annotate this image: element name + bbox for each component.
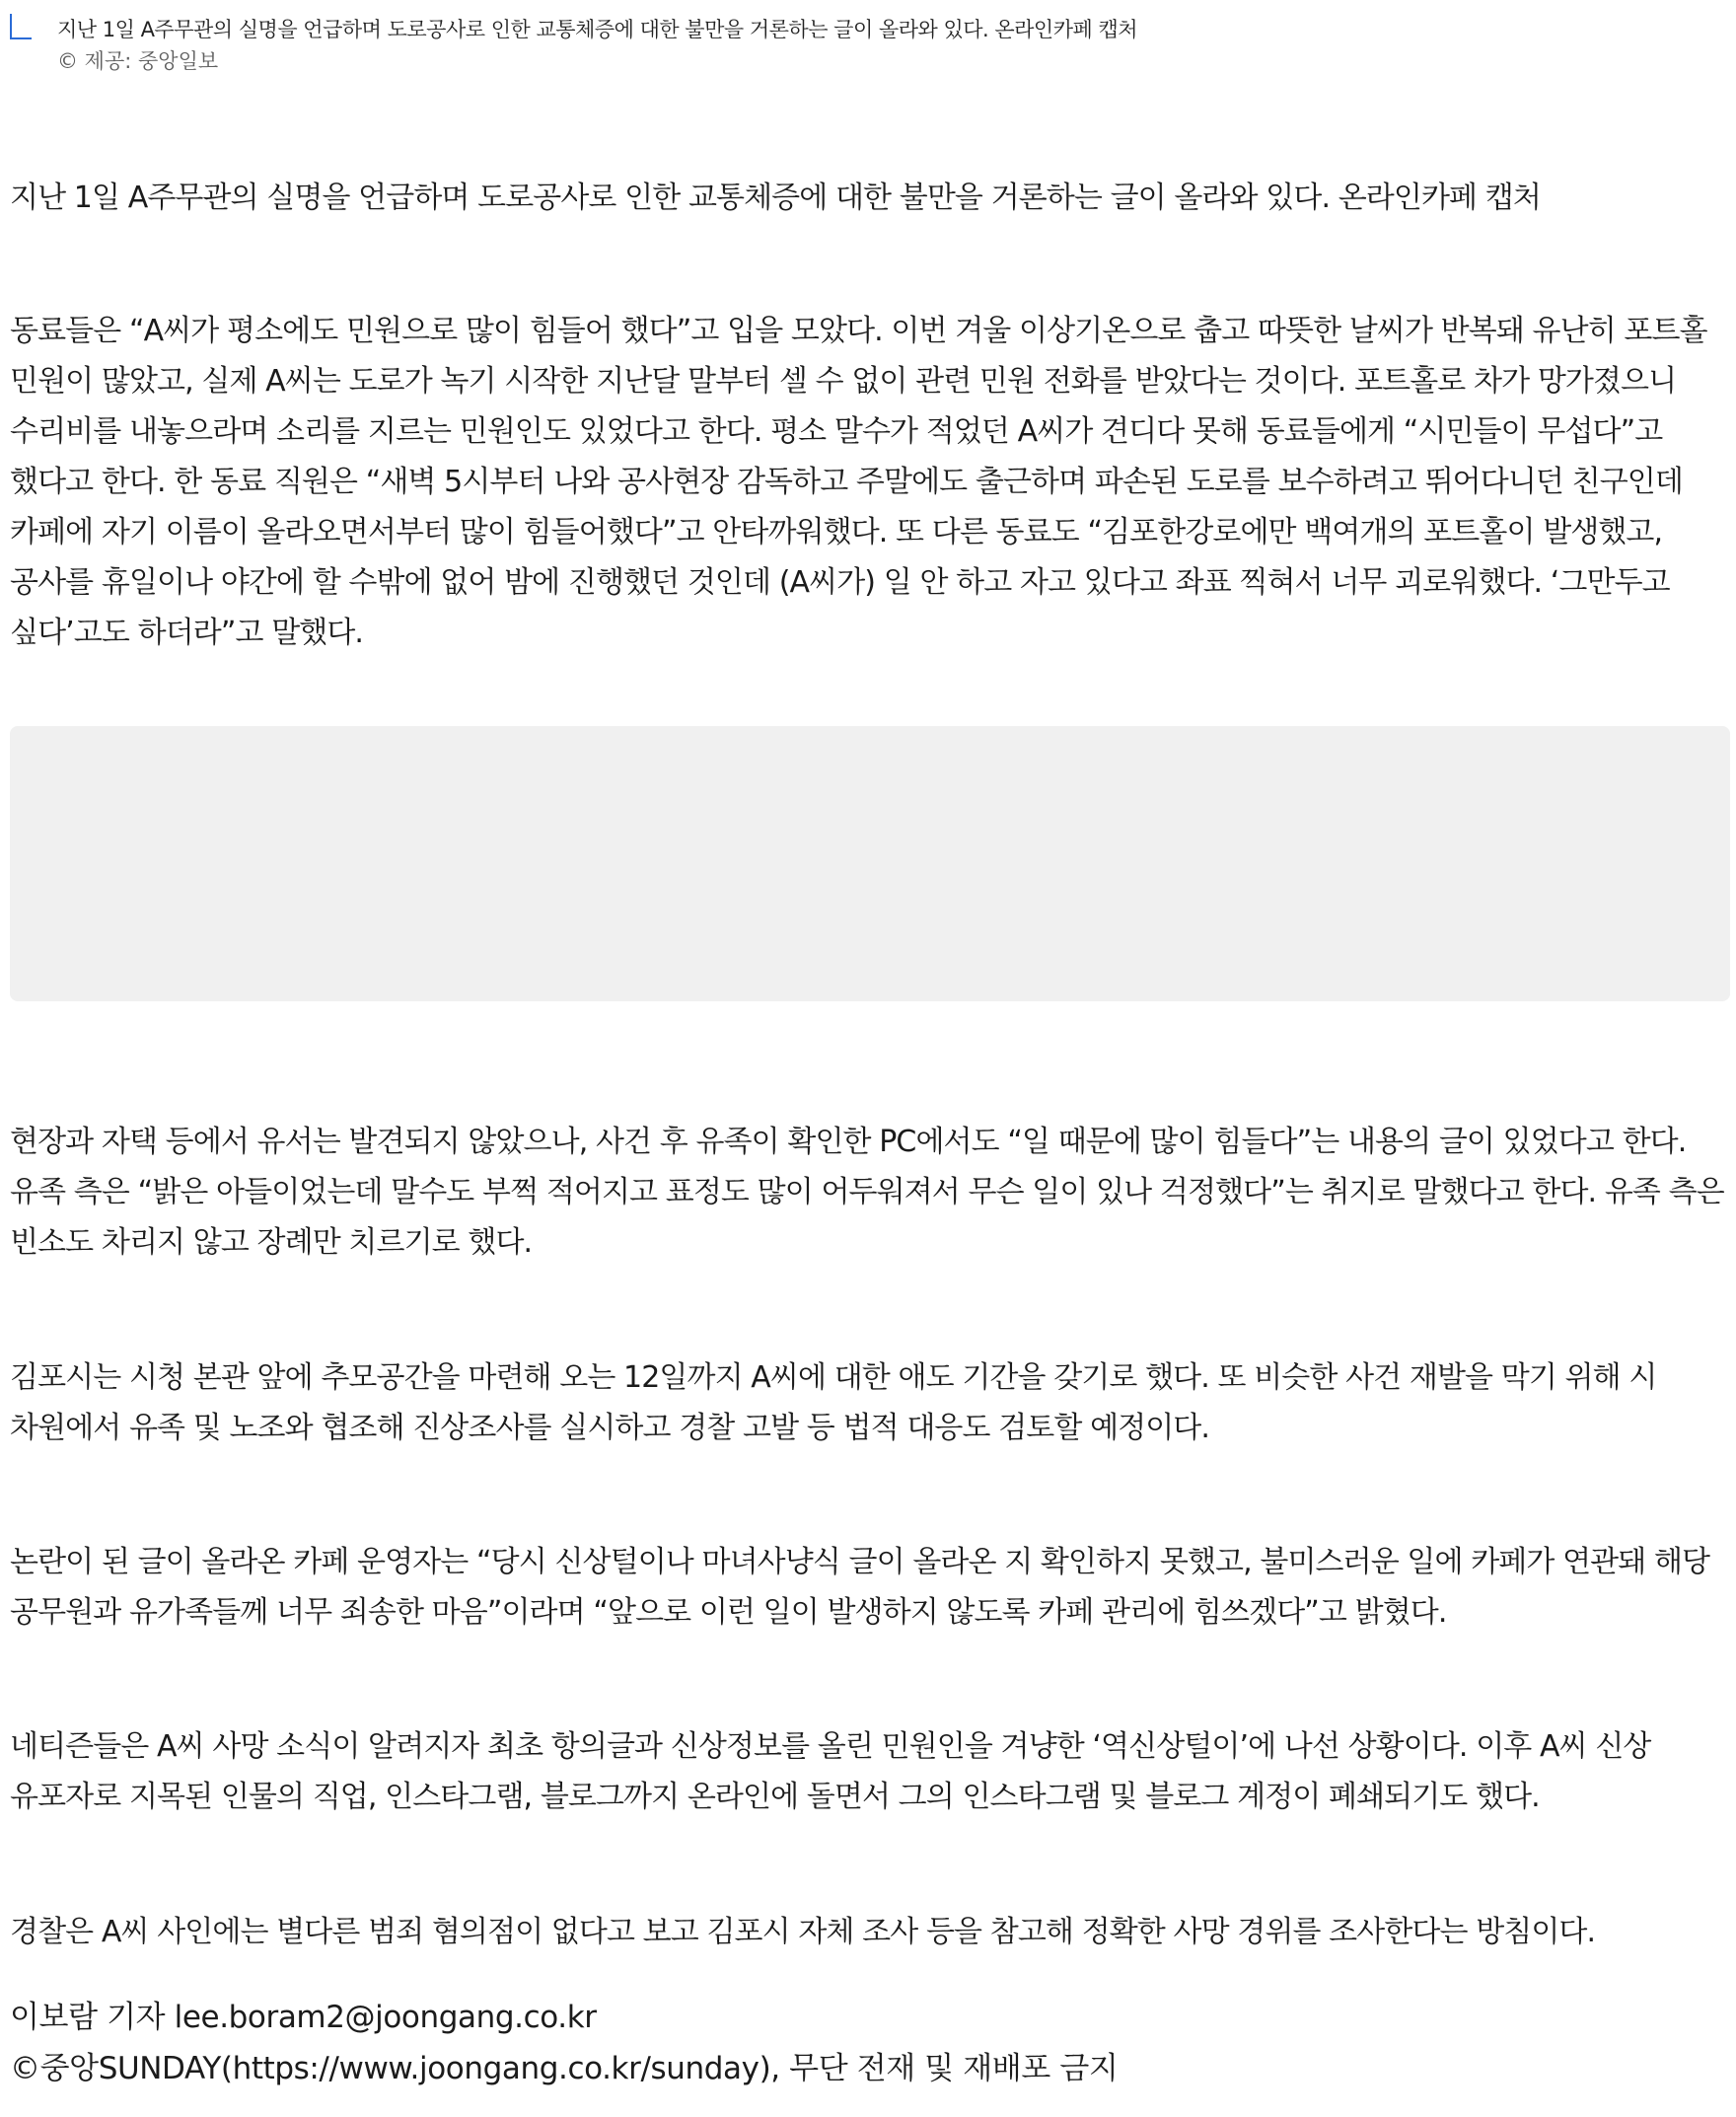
- ad-placeholder: [10, 726, 1730, 1001]
- article-paragraph-2: 동료들은 “A씨가 평소에도 민원으로 많이 힘들어 했다”고 입을 모았다. 이번 겨울 이상기온으로 춥고 따뜻한 날씨가 반복돼 유난히 포트홀 민원이 많았고, 실제 A씨는 도로가 녹기 시작한 지난달 말부터 셀 수 없이 관련 민원 전화를 받았다는 것이다. 포트홀로 차가 망가졌으니 수리비를 내놓으라며 소리를 지르는 민원인도 있었다고 한다. 평소 말수가 적었던 A씨가 견디다 못해 동료들에게 “시민들이 무섭다”고 했다고 한다. 한 동료 직원은 “새벽 5시부터 나와 공사현장 감독하고 주말에도 출근하며 파손된 도로를 보수하려고 뛰어다니던 친구인데 카페에 자기 이름이 올라오면서부터 많이 힘들어했다”고 안타까워했다. 또 다른 동료도 “김포한강로에만 백여개의 포트홀이 발생했고, 공사를 휴일이나 야간에 할 수밖에 없어 밤에 진행했던 것인데 (A씨가) 일 안 하고 자고 있다고 좌표 찍혀서 너무 괴로워했다. ‘그만두고 싶다’고도 하더라”고 말했다.: [10, 314, 1707, 650]
- article-paragraph-6: 네티즌들은 A씨 사망 소식이 알려지자 최초 항의글과 신상정보를 올린 민원인을 겨냥한 ‘역신상털이’에 나선 상황이다. 이후 A씨 신상 유포자로 지목된 인물의 직업, 인스타그램, 블로그까지 온라인에 돌면서 그의 인스타그램 및 블로그 계정이 폐쇄되기도 했다.: [10, 1729, 1651, 1814]
- caption-credit: © 제공: 중앙일보: [57, 49, 219, 73]
- article-paragraph-4: 김포시는 시청 본관 앞에 추모공간을 마련해 오는 12일까지 A씨에 대한 애도 기간을 갖기로 했다. 또 비슷한 사건 재발을 막기 위해 시 차원에서 유족 및 노조와 협조해 진상조사를 실시하고 경찰 고발 등 법적 대응도 검토할 예정이다.: [10, 1360, 1657, 1445]
- article-paragraph-1: 지난 1일 A주무관의 실명을 언급하며 도로공사로 인한 교통체증에 대한 불만을 거론하는 글이 올라와 있다. 온라인카페 캡처: [10, 181, 1541, 215]
- article-paragraph-5: 논란이 된 글이 올라온 카페 운영자는 “당시 신상털이나 마녀사냥식 글이 올라온 지 확인하지 못했고, 불미스러운 일에 카페가 연관돼 해당 공무원과 유가족들께 너무 죄송한 마음”이라며 “앞으로 이런 일이 발생하지 않도록 카페 관리에 힘쓰겠다”고 밝혔다.: [10, 1545, 1710, 1630]
- caption-corner-icon: [10, 14, 32, 39]
- caption-text: 지난 1일 A주무관의 실명을 언급하며 도로공사로 인한 교통체증에 대한 불만을 거론하는 글이 올라와 있다. 온라인카페 캡처: [57, 18, 1138, 41]
- article-paragraph-3: 현장과 자택 등에서 유서는 발견되지 않았으나, 사건 후 유족이 확인한 PC에서도 “일 때문에 많이 힘들다”는 내용의 글이 있었다고 한다. 유족 측은 “밝은 아들이었는데 말수도 부쩍 적어지고 표정도 많이 어두워져서 무슨 일이 있나 걱정했다”는 취지로 말했다고 한다. 유족 측은 빈소도 차리지 않고 장례만 치르기로 했다.: [10, 1125, 1724, 1260]
- author-byline: 이보람 기자 lee.boram2@joongang.co.kr: [10, 2000, 597, 2035]
- copyright-notice: ©중앙SUNDAY(https://www.joongang.co.kr/sunday), 무단 전재 및 재배포 금지: [10, 2051, 1119, 2086]
- article-paragraph-7: 경찰은 A씨 사인에는 별다른 범죄 혐의점이 없다고 보고 김포시 자체 조사 등을 참고해 정확한 사망 경위를 조사한다는 방침이다.: [10, 1915, 1596, 1949]
